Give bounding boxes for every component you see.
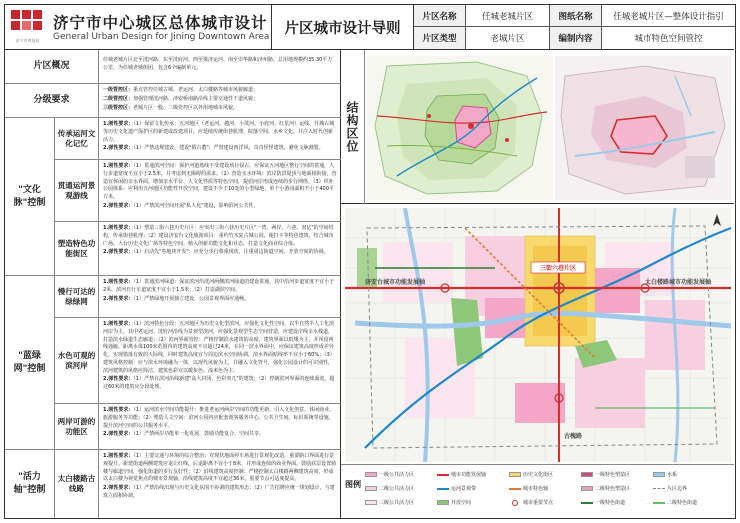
blue-green-control-label: "蓝绿网"控制: [5, 276, 55, 450]
bureau-logo: [11, 10, 44, 44]
grading-line: 二级管控区：加强管理洸河路、济安桥南路沿线主要交通性干道风貌；: [103, 95, 259, 102]
legend-item: [365, 499, 414, 506]
culture-row-3: [55, 222, 341, 276]
overall-guidance-map: [345, 208, 731, 462]
overview-text: [99, 50, 341, 83]
vitality-zone-2: [575, 358, 645, 428]
legend-swatch: [509, 472, 521, 477]
project-title: 济宁市中心城区总体城市设计: [53, 14, 268, 32]
culture-row-1: [55, 118, 341, 160]
structure-map: [367, 56, 553, 200]
overview-paragraph: 任城老城片区北至洸河路、东至洸府河、西至梁济运河、南至崇华路和济州路、总用地规模约35.30平方公里，为任城老城组团，包含6个编制单元。: [103, 57, 333, 71]
meta-value: 任城老城片区: [466, 5, 550, 27]
logo-block: [11, 21, 20, 30]
legend-swatch: [581, 502, 593, 504]
map-panel: [341, 50, 734, 518]
overview-row: [5, 50, 341, 84]
legend-item: [581, 499, 625, 506]
legend-swatch: [365, 486, 377, 491]
meta-key: 片区类型: [414, 27, 466, 49]
meta-value: 老城片区: [466, 27, 550, 49]
key-node: [427, 114, 431, 118]
logo-block: [22, 10, 31, 19]
legend-item: [581, 485, 630, 492]
legend-swatch: [365, 472, 377, 477]
legend-item: [509, 471, 553, 478]
meta-value: 任城老城片区—整体设计指引: [602, 5, 735, 27]
legend-label: 城市功能发展轴: [451, 472, 487, 478]
legend-swatch: [581, 472, 593, 477]
culture-control-label: "文化脉"控制: [5, 118, 55, 276]
legend-label: 水系: [667, 472, 678, 478]
key-node-center: [557, 286, 561, 290]
legend-label: 二级特色塑造区: [595, 486, 631, 492]
grading-row: [5, 84, 341, 118]
legend-item: [581, 471, 630, 478]
meta-value: 城市特色空间管控: [634, 34, 703, 44]
legend-label: 开放空间: [451, 500, 472, 506]
legend-label: 二级公共活力区: [379, 486, 415, 492]
legend-swatch: [653, 488, 665, 489]
legend-swatch: [437, 488, 449, 490]
logo-block: [11, 10, 20, 19]
grading-line: 一级管控区：重点管控任城古城、老运河、太白楼路等城市风貌廊道；: [103, 87, 259, 93]
meta-table: [413, 5, 734, 49]
adjacent-area: [685, 156, 715, 178]
culture-text-2: 1.刚性要求：（1）贯通滨河空间：保护河道蓝线不受建设项目侵占，应保证五河地区整行空间的贯通，人行步道宽度不宜小于2.5米，并考虑到无障碍的需求。（2）营造亲水环境：滨岸防洪堤顶与地面相衔接，营造宜休闲的亲水界面。增加亲水平台、人文化性质等特色空间，提倡河岸形成连续的步行网络。（3）织补公园体系：应利用五河地区功能性开放空间，建设不少于10处的小型绿地，单个小游园面积不小于400平方米。 2.弹性要求：（1）严禁滨河空间开展"私人化"建设，影响滨河公共性。: [103, 163, 337, 209]
legend-swatch: [653, 472, 665, 477]
key-node: [468, 123, 474, 129]
legend-item: [653, 499, 697, 506]
vitality-text-1: 1.刚性要求：（1）主要交通与环境的综合整治：对现状地面停车场进行景观化改造，重要路口界面进行景观提升。新建街道两侧建筑应退让红线，后退距离不宜小于8米，并形成连续的商业界面，鼓励底层设置骑楼与廊道空间，强化街道的步行友好性；（2）沿线建筑高度控制：严格控制太白楼路两侧建筑高度，形成以太白楼为视觉焦点的城市景观轴，沿线建筑高度不宜超过36米，重要节点可适度提高。 2.弹性要求：（1）严禁沿线出现与历史文化氛围不协调的建筑形态；（2）广告招牌应统一规划设计，与建筑立面相协调。: [103, 453, 337, 499]
sheet-title: 片区城市设计导则: [271, 5, 413, 49]
project-title-en: General Urban Design for Jining Downtown Area: [53, 32, 270, 42]
blue-text-2: 1.刚性要求：（1）滨河特色分段：五河地区为历史文化型滨河，应强化文化性空间，以半自然半人工化滨河岸为主，其中老运河、洸府河沿线为景观型滨河，应强化景观型生态空间营造，应建设岸线亲水栈道，打造滨水绿道生态廊道；（2）滨河界面管控：严格控制滨水建筑的高度，建筑界面以低矮为主，并预留视线通廊，距离水体100米范围内的建筑高度不宜超过24米，在同一滨水界面中，应保证建筑高度形成差异化，实现错落有致的天际线，同时建筑高度宜与周边滨水空间协调，滨水界面贴线率不宜小于60%；（3）建筑风格控制：应与滨水环境融为一体，以现代风貌为主，并融入文化符号，强化公园设计的可识别性，滨河建筑的风格应简洁，建筑色彩宜以暖灰色、浅米色为主。 2.弹性要求：（1）严禁在滨河沿线新建"高大封闭、色彩突兀"的建筑；（2）控制滨河界面的连续面宽，超过60米的建筑应分段处理。: [103, 321, 335, 390]
legend-item: [437, 499, 471, 506]
grading-text: [99, 84, 341, 117]
structure-location-block: [341, 50, 734, 204]
legend-swatch: [437, 474, 449, 476]
logo-block: [33, 10, 42, 19]
legend-swatch: [512, 500, 518, 506]
legend-label: 片区边界: [667, 486, 688, 492]
label-jiantai-axis: 济安台城市功能发展轴: [365, 279, 426, 286]
sheet-header: [5, 5, 734, 50]
culture-row-2: [55, 160, 341, 222]
vitality-zone-1: [515, 383, 565, 423]
legend-label: 二级特色街道: [667, 500, 698, 506]
logo-block: [33, 21, 42, 30]
legend-label: 一级特色街道: [595, 500, 626, 506]
legend-label: 一级公共活力区: [379, 472, 415, 478]
legend-label: 一级特色塑造区: [595, 472, 631, 478]
legend-item: [437, 471, 486, 478]
legend-label: 城市特色轴: [523, 486, 549, 492]
culture-text-3: 1.刚性要求：（1）塑造三街六巷历史片区：应突出三街六巷历史片区"一湾、两岸、六巷、双亿"的空间结构，传承街巷肌理；（2）建设济安台文化旅游项目：重约竹木复古城公园，使打卡等特色建筑，结合城市广场、大台历史文化广场等特色空间。植入创新功能文化和业态，打造文化商业综合体。 2.弹性要求：（1）启动先"卷地块开发"：应充分步行尊重现状，注重周边街道空间、开放空间的协调。: [103, 225, 334, 256]
map-legend: [341, 464, 734, 518]
meta-key: 图纸名称: [550, 5, 602, 27]
vitality-row-1: [55, 450, 341, 518]
legend-item: [509, 499, 553, 506]
legend-swatch: [509, 488, 521, 490]
legend-label: 运河景观带: [451, 486, 477, 492]
culture-sub-2: 贯通运河景观游线: [55, 160, 99, 221]
key-node: [505, 138, 509, 142]
blue-row-3: [55, 404, 341, 450]
blue-row-1: [55, 276, 341, 318]
culture-sub-1: 传承运河文化记忆: [55, 118, 99, 159]
legend-item: [653, 471, 677, 478]
overview-label: 片区概况: [5, 50, 99, 83]
guideline-text-panel: [5, 50, 341, 518]
blue-text-1: 1.刚性要求：（1）贯通滨河绿道：保证滨河沿洸河两侧滨河绿道的建设贯通，其中沿河步道宽度不宜小于2米，滨河自行车道宽度不宜小于1.5米；（2）打造湖滨空间。 2.弹性要求：（1）严禁绿地开展独立建设，公园景观界面应通畅。: [103, 279, 335, 302]
label-taibailou-axis: 太白楼路城市功能发展轴: [645, 279, 712, 286]
label-old-lanes: 三街六巷片区: [539, 265, 577, 272]
legend-item: [653, 485, 687, 492]
legend-label: 历史文化街区: [523, 472, 554, 478]
blue-row-2: [55, 318, 341, 404]
grading-label: 分级要求: [5, 84, 99, 117]
legend-item: [365, 471, 414, 478]
legend-swatch: [365, 500, 377, 505]
legend-item: [365, 485, 414, 492]
blue-sub-3: 两岸可游的功能区: [55, 404, 99, 449]
legend-swatch: [653, 502, 665, 504]
meta-key: 编制内容: [550, 27, 602, 49]
logo-block: [22, 21, 31, 30]
label-guhuai-road: 古槐路: [564, 433, 583, 440]
legend-item: [437, 485, 476, 492]
vitality-control-label: "活力轴"控制: [5, 450, 55, 518]
grading-line: 三级管控区：老城片区一般、二级管控区以外用地城市风貌。: [103, 104, 239, 111]
vitality-sub-1: 太白楼路古线路: [55, 450, 99, 518]
blue-text-3: 1.刚性要求：（1）运河滨水空间功能提升：推进老运河两岸空间的功能更新，引入文化创意、休闲商业、旅游服务等功能；（2）塑造人文空间：滨河公园内应配套游客服务中心、公共卫生间、标识系统等设施，提升滨河空间的公共服务水平。 2.弹性要求：（1）严禁两岸功能单一化发展，鼓励功能复合、空间共享。: [103, 407, 335, 438]
legend-label: 三级公共活力区: [379, 500, 415, 506]
blue-sub-1: 慢行可达的绿绿网: [55, 276, 99, 317]
structure-location-label: 结构区位: [341, 50, 365, 204]
legend-label: 城市重要节点: [523, 500, 554, 506]
legend-swatch: [581, 486, 593, 491]
blue-sub-2: 水色可观的滨河岸: [55, 318, 99, 403]
culture-sub-3: 塑造特色功能街区: [55, 222, 99, 275]
logo-caption: 济宁市规划局: [15, 38, 40, 43]
legend-item: [509, 485, 548, 492]
guideline-sheet: [4, 4, 736, 519]
location-map: [555, 56, 731, 200]
culture-text-1: 1.刚性要求：（1）保留文化传承：五河地区（老运河、越河、小洸河、小府河、红星河）运线、任城古城等历史文化遗产保护区的新建或改建项目，应延续传统街巷肌理、院落空间、水乡文化、并注入时代创新活力。 2.弹性要求：（1）严禁违规建设，建设"假古董"；严禁建设西洋风、奇奇怪怪建筑、避免文脉割裂。: [103, 121, 335, 152]
meta-key: 片区名称: [414, 5, 466, 27]
legend-swatch: [437, 500, 449, 505]
legend-title: 图例: [345, 480, 361, 489]
